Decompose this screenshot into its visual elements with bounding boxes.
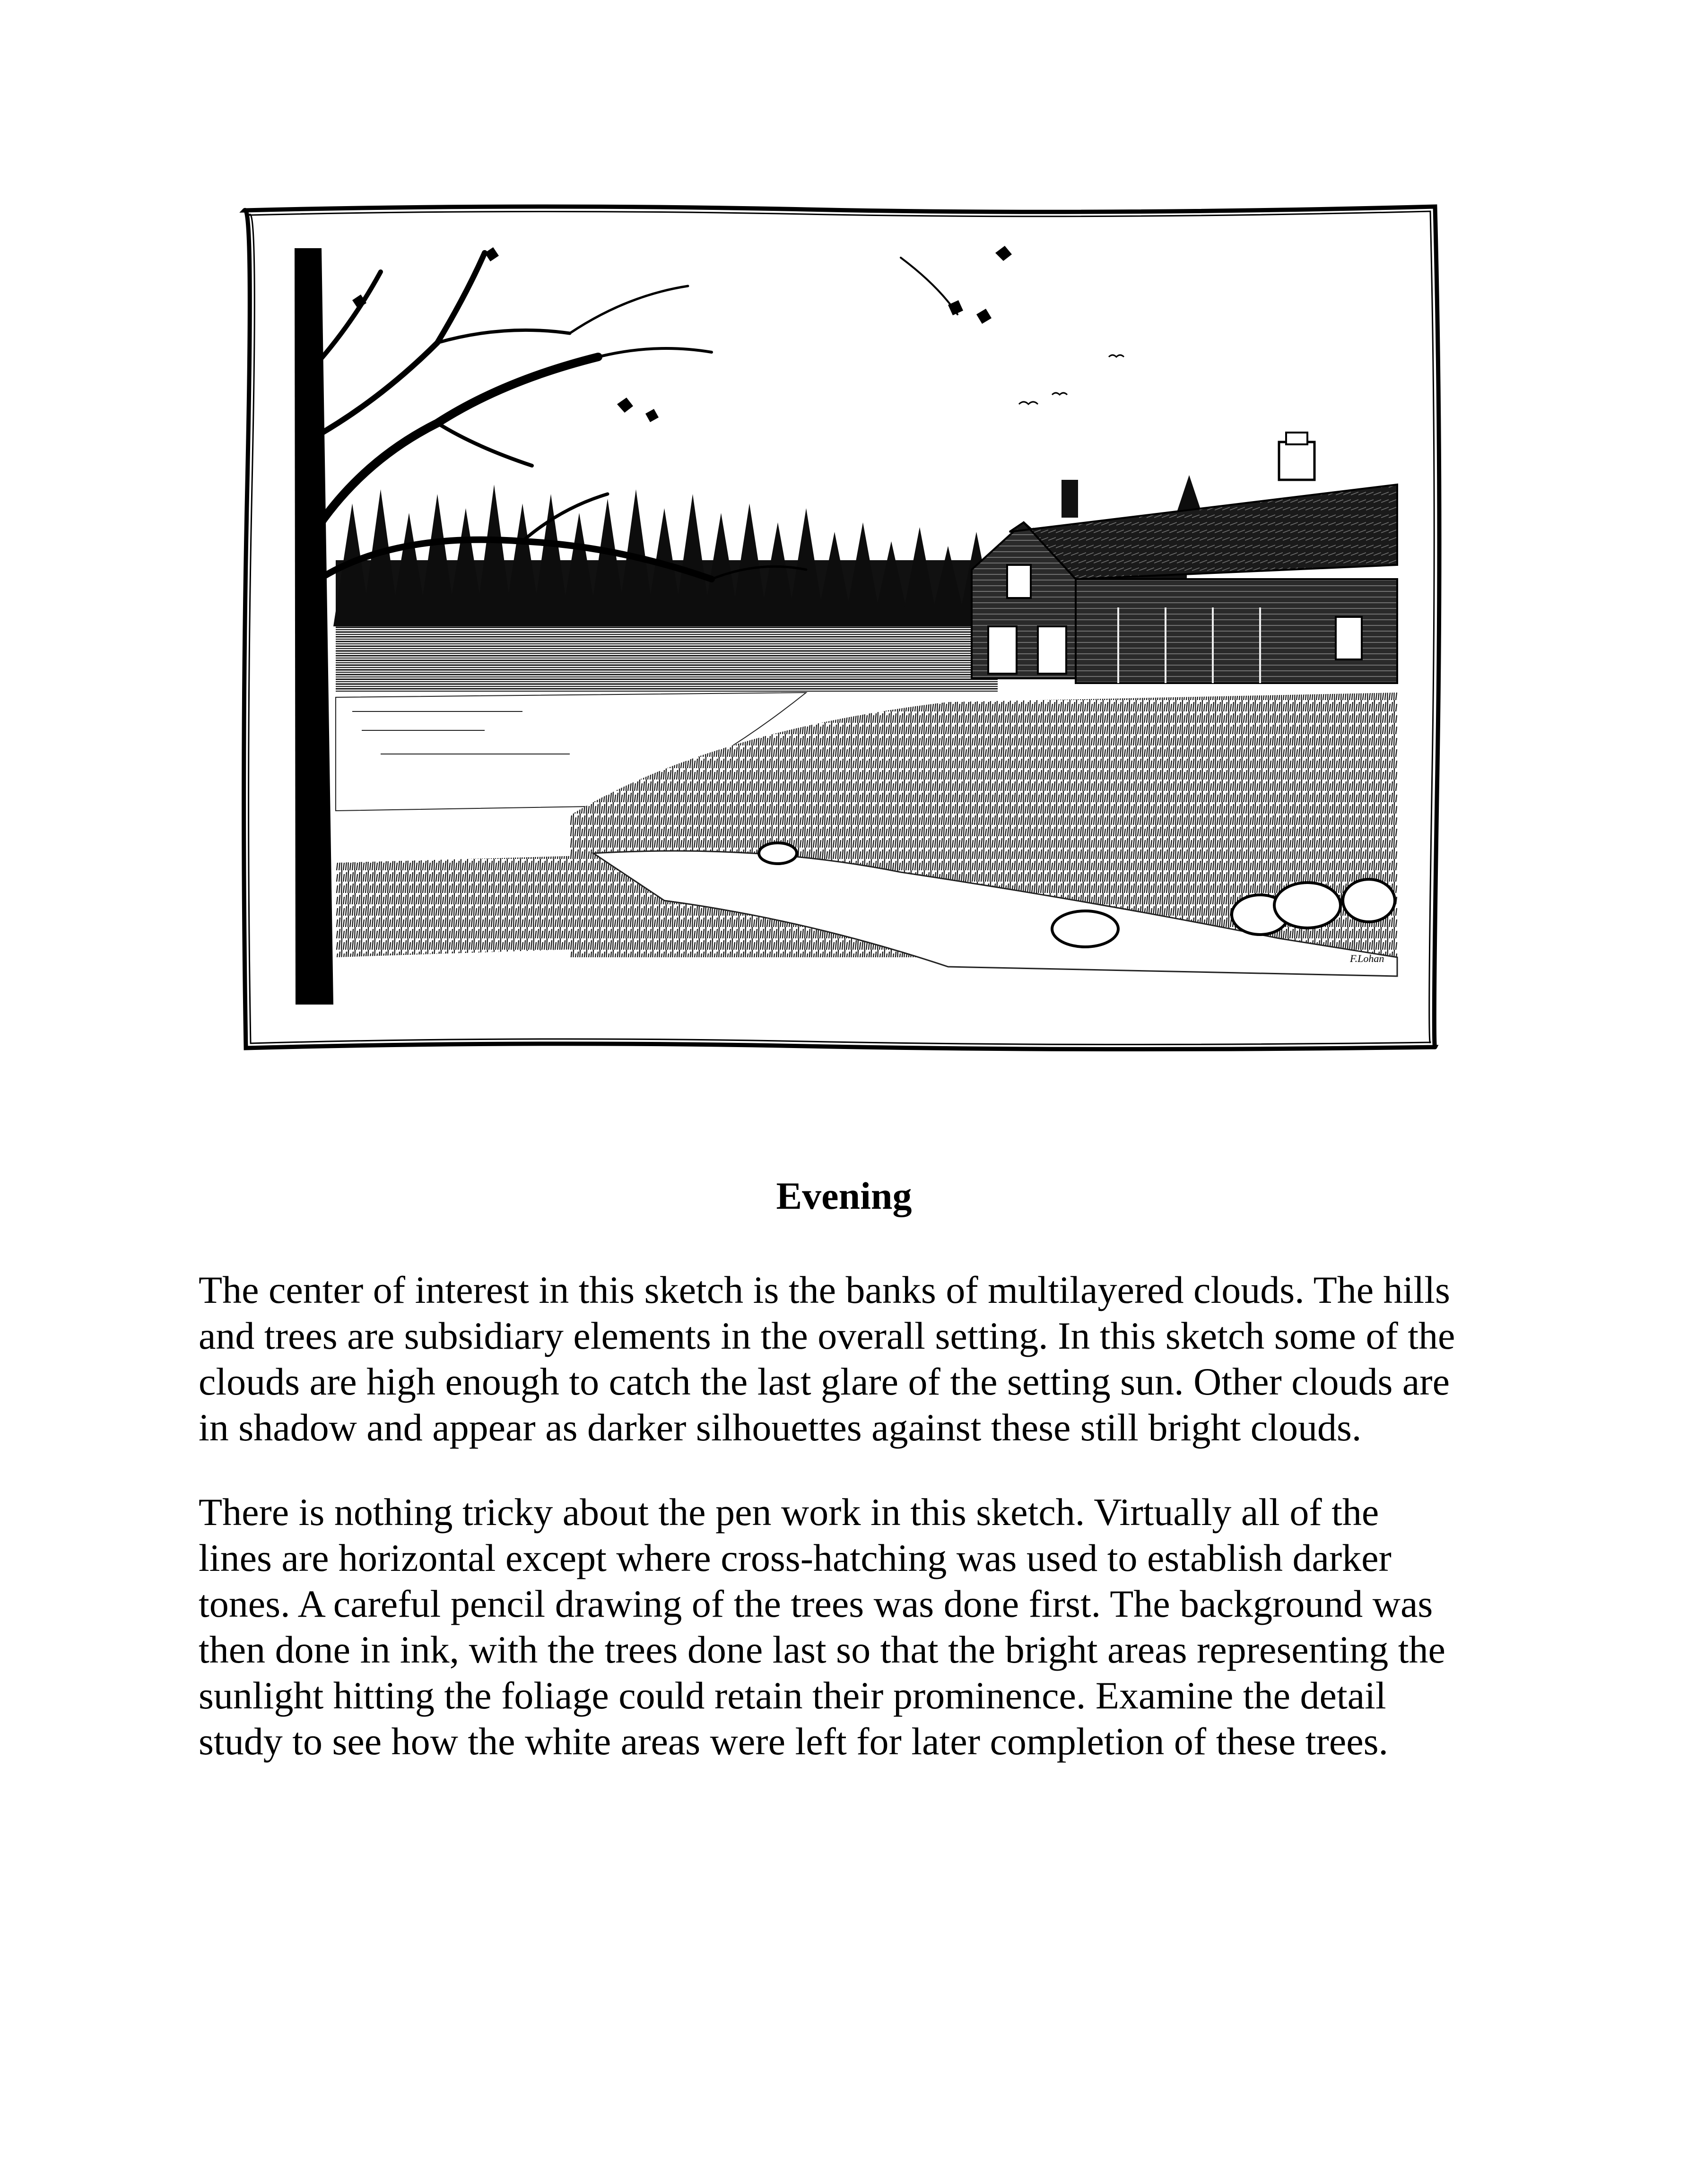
paragraph-line: There is nothing tricky about the pen work in this sketch. Virtually all of the xyxy=(199,1491,1379,1534)
paragraph-line: and trees are subsidiary elements in the overall setting. In this sketch some of the xyxy=(199,1314,1455,1357)
section-title: Evening xyxy=(776,1174,912,1217)
signature: F.Lohan xyxy=(1350,953,1384,964)
pen-ink-illustration xyxy=(239,201,1442,1054)
illustration-svg xyxy=(239,201,1442,1054)
paragraph-line: The center of interest in this sketch is the banks of multilayered clouds. The hills xyxy=(199,1268,1450,1311)
paragraph-1 xyxy=(199,1267,1523,1450)
paragraph-line: lines are horizontal except where cross-hatching was used to establish darker xyxy=(199,1536,1392,1579)
far-meadow xyxy=(336,626,998,693)
paragraph-line: study to see how the white areas were left for later completion of these trees. xyxy=(199,1720,1389,1763)
paragraph-line: then done in ink, with the trees done last so that the bright areas representing the xyxy=(199,1628,1445,1671)
paragraph-2 xyxy=(199,1489,1523,1764)
paragraph-line: tones. A careful pencil drawing of the trees was done first. The background was xyxy=(199,1582,1433,1625)
paragraph-line: clouds are high enough to catch the last glare of the setting sun. Other clouds are xyxy=(199,1360,1450,1403)
paragraph-line: in shadow and appear as darker silhouettes against these still bright clouds. xyxy=(199,1406,1362,1449)
paragraph-line: sunlight hitting the foliage could retain their prominence. Examine the detail xyxy=(199,1674,1386,1717)
